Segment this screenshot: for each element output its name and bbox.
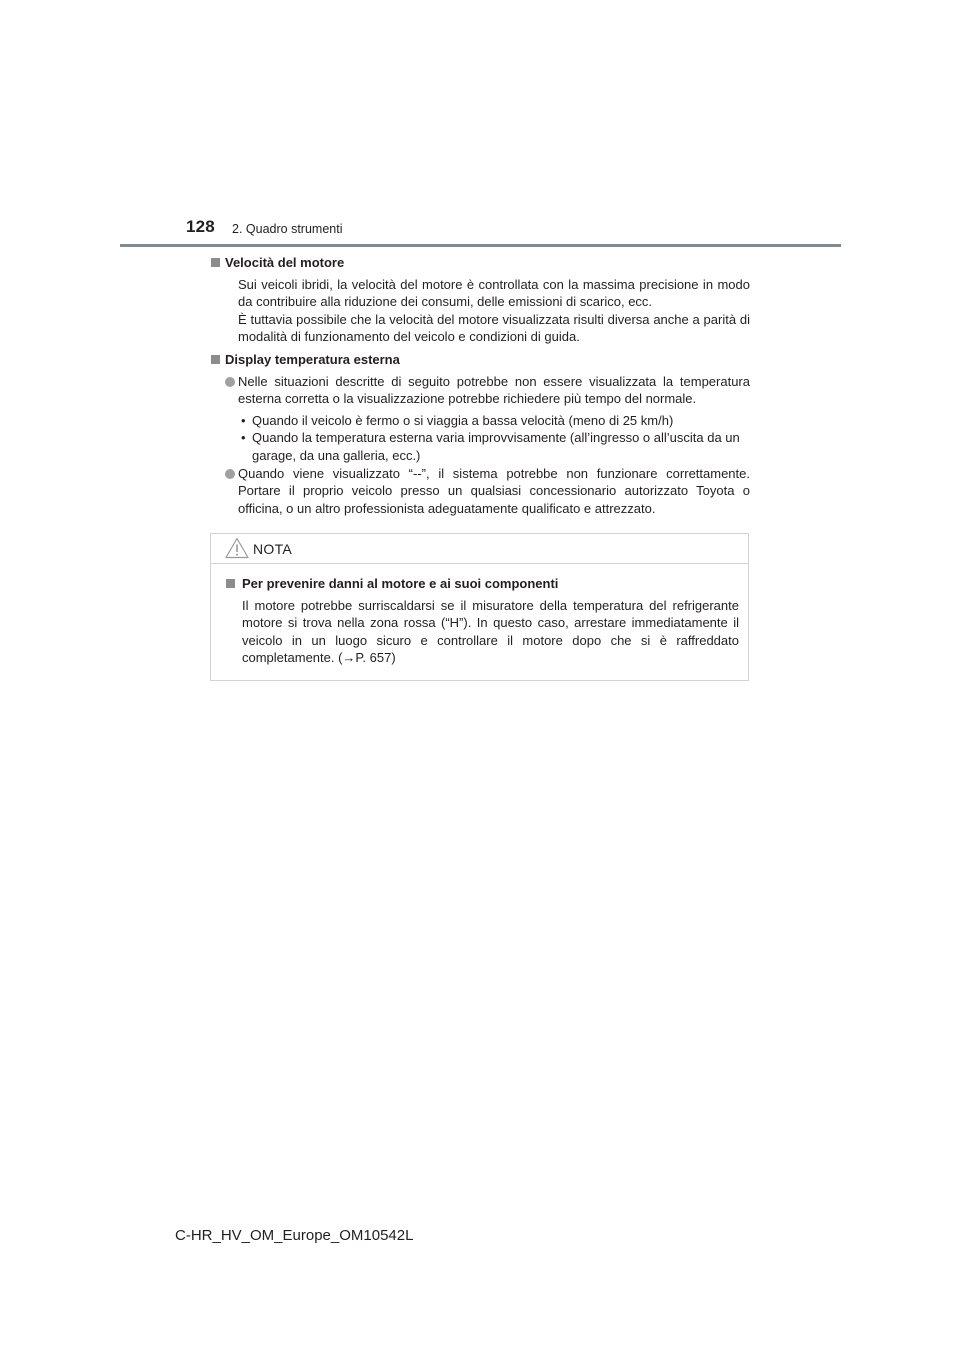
- list-item: [210, 465, 750, 518]
- list-item-text: Nelle situazioni descritte di seguito potrebbe non essere visualizzata la temperatura esterna corretta o la visualizzazione potrebbe richiedere più tempo del normale.: [238, 373, 750, 407]
- paragraph: È tuttavia possibile che la velocità del motore visualizzata risulti diversa anche a parità di modalità di funzionamento del veicolo e condizioni di guida.: [238, 311, 750, 345]
- section-heading-text: Display temperatura esterna: [225, 351, 400, 367]
- sub-list-item-text: Quando la temperatura esterna varia improvvisamente (all’ingresso o all’uscita da un garage, da una galleria, ecc.): [252, 430, 740, 463]
- dot-marker-icon: •: [241, 412, 246, 428]
- square-bullet-icon: [211, 355, 220, 364]
- square-bullet-icon: [226, 579, 235, 588]
- section-heading: [210, 254, 750, 272]
- dot-marker-icon: •: [241, 430, 246, 446]
- chapter-title: 2. Quadro strumenti: [232, 222, 343, 236]
- main-content: [210, 254, 750, 517]
- sub-list-item: [210, 429, 750, 464]
- nota-box: [210, 533, 749, 681]
- nota-header: [211, 534, 748, 564]
- section-heading: [210, 351, 750, 369]
- warning-triangle-icon: [225, 537, 249, 559]
- sub-list-item: [210, 412, 750, 430]
- nota-paragraph: Il motore potrebbe surriscaldarsi se il misuratore della temperatura del refrigerante motore si trova nella zona rossa (“H”). In questo caso, arrestare immediatamente il veicolo in un luogo sicuro e controllare il motore dopo che si è raffreddato completamente. (→P. 657): [242, 597, 739, 666]
- header-rule: [120, 244, 841, 247]
- section-heading-text: Velocità del motore: [225, 255, 345, 270]
- document-code: C-HR_HV_OM_Europe_OM10542L: [175, 1227, 414, 1244]
- sub-list-item-text: Quando il veicolo è fermo o si viaggia a bassa velocità (meno di 25 km/h): [252, 412, 674, 428]
- nota-heading: [211, 575, 739, 593]
- page-number: 128: [186, 217, 215, 236]
- list-item: [210, 373, 750, 408]
- nota-body: [211, 575, 739, 667]
- round-bullet-icon: [225, 377, 235, 387]
- nota-label: NOTA: [253, 541, 293, 557]
- paragraph: Sui veicoli ibridi, la velocità del motore è controllata con la massima precisione in modo da contribuire alla riduzione dei consumi, delle emissioni di scarico, ecc.: [238, 276, 750, 310]
- square-bullet-icon: [211, 258, 220, 267]
- list-item-text: Quando viene visualizzato “--”, il sistema potrebbe non funzionare correttamente. Portare il proprio veicolo presso un qualsiasi concessionario autorizzato Toyota o officina, o un altro professionista adeguatamente qualificato e attrezzato.: [238, 465, 750, 516]
- nota-heading-text: Per prevenire danni al motore e ai suoi componenti: [242, 576, 559, 591]
- round-bullet-icon: [225, 469, 235, 479]
